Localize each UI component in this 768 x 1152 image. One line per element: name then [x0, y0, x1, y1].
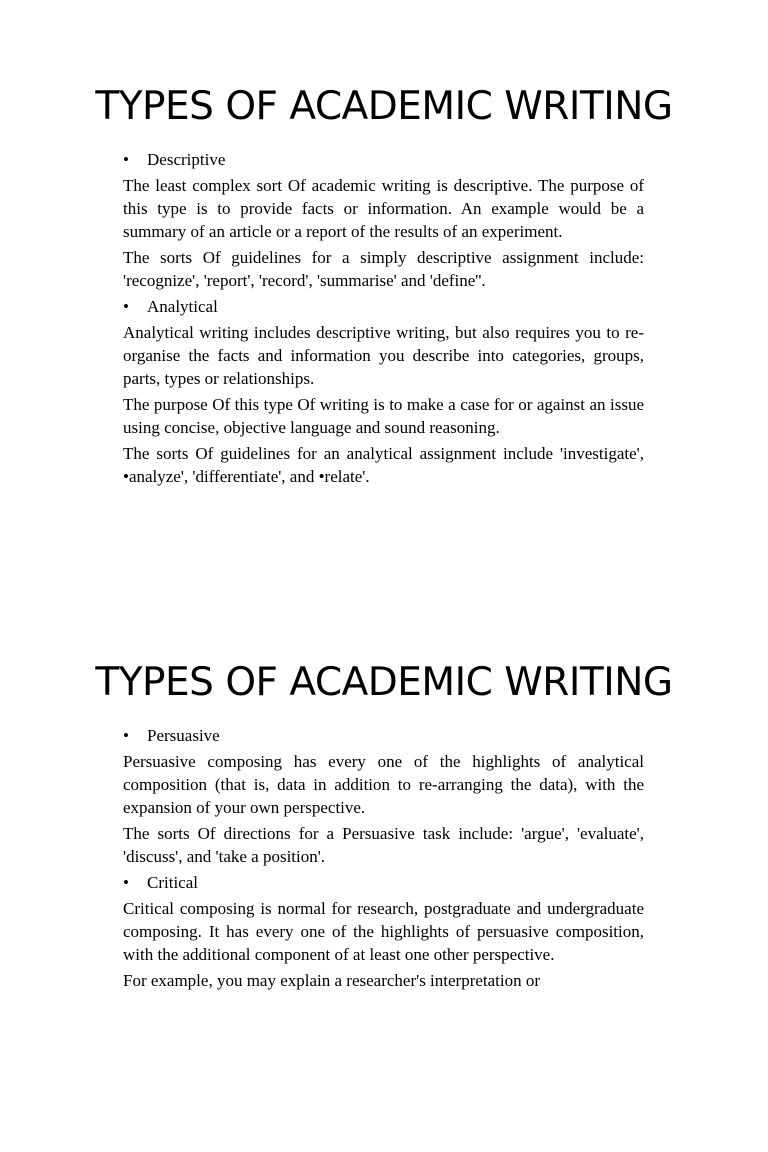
bullet-label: Critical	[147, 873, 198, 892]
slide-2	[0, 576, 768, 1152]
bullet-icon: •	[123, 726, 129, 745]
bullet-icon: •	[123, 297, 129, 316]
bullet-analytical	[123, 295, 644, 318]
bullet-icon: •	[123, 150, 129, 169]
paragraph: The sorts Of guidelines for an analytical assignment include 'investigate', •analyze', 'differentiate', and •relate'.	[123, 444, 644, 486]
slide-title: TYPES OF ACADEMIC WRITING	[95, 84, 673, 129]
bullet-persuasive	[123, 724, 644, 747]
paragraph: For example, you may explain a researcher's interpretation or	[123, 971, 541, 990]
paragraph: Analytical writing includes descriptive writing, but also requires you to re-organise the facts and information you describe into categories, groups, parts, types or relationships.	[123, 323, 644, 388]
bullet-critical	[123, 871, 644, 894]
slide-content	[123, 148, 644, 491]
paragraph: The purpose Of this type Of writing is to make a case for or against an issue using concise, objective language and sound reasoning.	[123, 395, 644, 437]
slide-title: TYPES OF ACADEMIC WRITING	[95, 660, 673, 705]
paragraph: The least complex sort Of academic writing is descriptive. The purpose of this type is to provide facts or information. An example would be a summary of an article or a report of the results of an experiment.	[123, 176, 644, 241]
paragraph: The sorts Of guidelines for a simply descriptive assignment include: 'recognize', 'report', 'record', 'summarise' and 'define''.	[123, 248, 644, 290]
bullet-icon: •	[123, 873, 129, 892]
bullet-label: Descriptive	[147, 150, 226, 169]
bullet-label: Persuasive	[147, 726, 220, 745]
bullet-descriptive	[123, 148, 644, 171]
paragraph: The sorts Of directions for a Persuasive task include: 'argue', 'evaluate', 'discuss', and 'take a position'.	[123, 824, 644, 866]
slide-content	[123, 724, 644, 995]
paragraph: Critical composing is normal for research, postgraduate and undergraduate composing. It has every one of the highlights of persuasive composition, with the additional component of at least one other perspective.	[123, 899, 644, 964]
paragraph: Persuasive composing has every one of the highlights of analytical composition (that is, data in addition to re-arranging the data), with the expansion of your own perspective.	[123, 752, 644, 817]
bullet-label: Analytical	[147, 297, 218, 316]
